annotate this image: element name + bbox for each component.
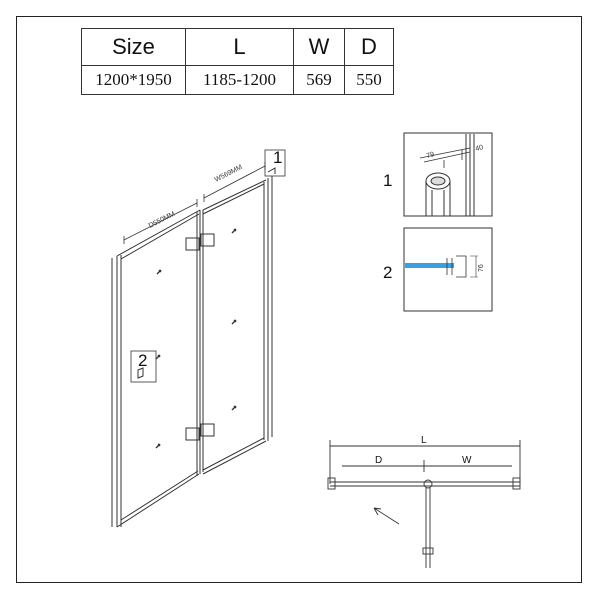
plan-view <box>328 440 520 568</box>
detail-1-dim-b: 40 <box>474 144 485 153</box>
detail-2-dim-line <box>470 256 478 277</box>
wall-profile <box>112 255 121 527</box>
value-l: 1185-1200 <box>186 66 294 95</box>
plan-door-leaf <box>426 488 430 568</box>
plan-dim-l <box>330 440 520 484</box>
callout-2-label: 2 <box>138 351 148 370</box>
plan-hinge <box>424 480 432 488</box>
callout-1-label: 1 <box>273 148 283 167</box>
header-size: Size <box>82 29 186 66</box>
glass-fixings <box>156 229 236 448</box>
plan-label-d: D <box>375 455 383 466</box>
right-panel-top <box>203 180 266 214</box>
left-panel-bottom <box>117 471 199 527</box>
plan-wall-right <box>513 478 520 489</box>
right-wall-profile <box>264 176 272 441</box>
value-size: 1200*1950 <box>82 66 186 95</box>
detail-1-pivot-inner <box>431 177 445 185</box>
value-w: 569 <box>294 66 345 95</box>
dim-width-label: W569MM <box>213 163 244 184</box>
header-w: W <box>294 29 345 66</box>
plan-opening-arrow <box>374 508 399 524</box>
plan-label-l: L <box>421 435 427 446</box>
plan-glass <box>330 482 520 486</box>
plan-handle <box>423 548 433 554</box>
value-d: 550 <box>345 66 394 95</box>
header-l: L <box>186 29 294 66</box>
right-panel-bottom <box>203 438 266 474</box>
detail-1-profile <box>466 134 474 216</box>
detail-2-number: 2 <box>383 263 393 282</box>
plan-label-w: W <box>462 455 472 466</box>
dim-depth-label: D550MM <box>147 210 177 230</box>
callout-1-leader <box>268 168 275 174</box>
door-elevation <box>112 150 285 527</box>
plan-wall-left <box>328 478 335 489</box>
detail-1-dim-a: 79 <box>425 151 436 160</box>
detail-1-number: 1 <box>383 171 393 190</box>
plan-dim-dw <box>342 460 512 472</box>
detail-2-dim: 76 <box>478 264 485 272</box>
header-d: D <box>345 29 394 66</box>
